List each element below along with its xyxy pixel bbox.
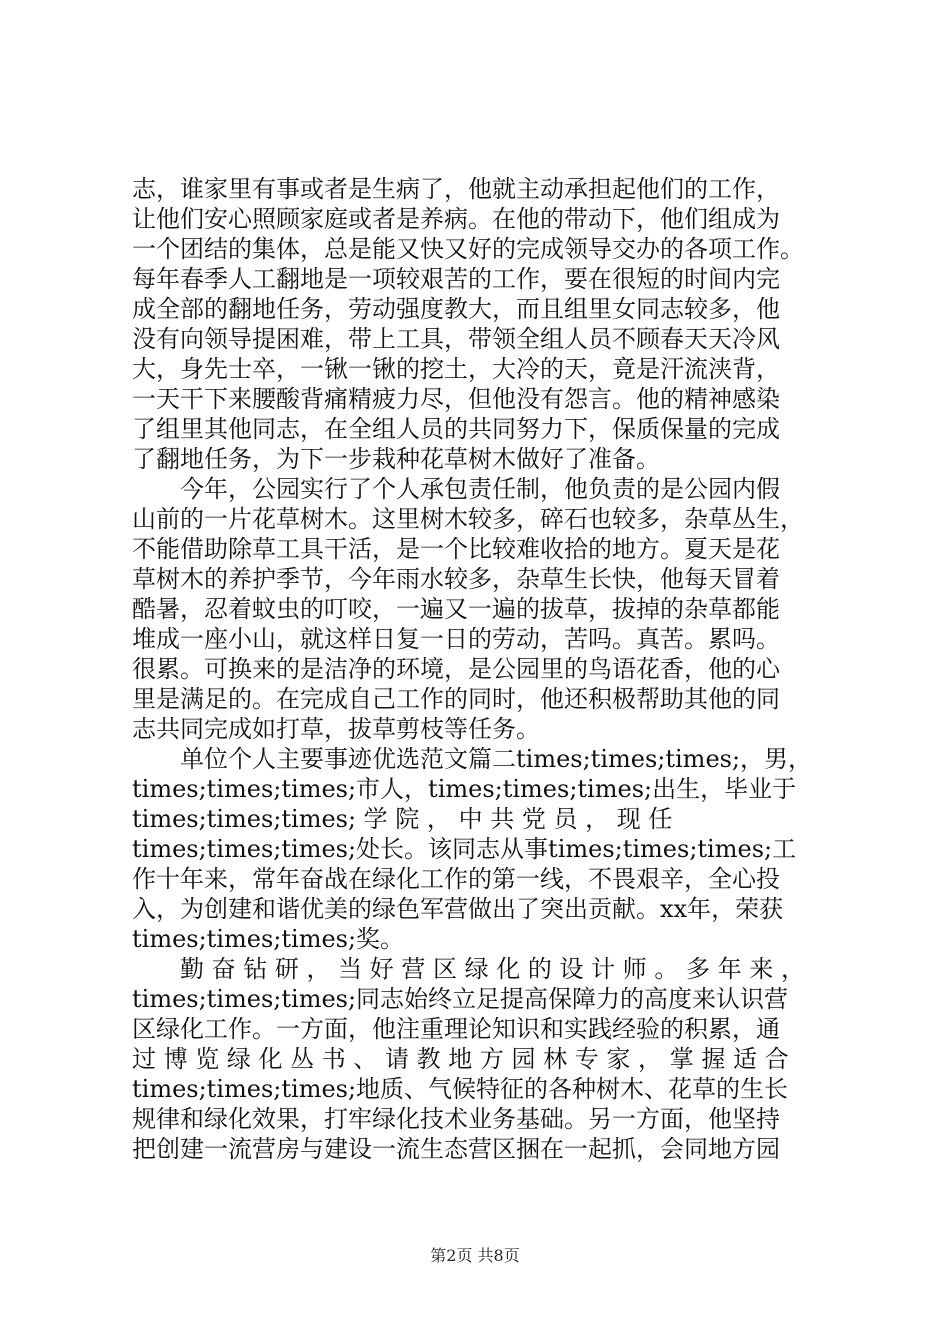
text-line-32: 规律和绿化效果，打牢绿化技术业务基础。另一方面，他坚持 [132, 1105, 780, 1133]
text-line-27: 勤 奋 钻 研 ， 当 好 营 区 绿 化 的 设 计 师 。 多 年 来 ， [180, 955, 805, 983]
text-line-25: 入，为创建和谐优美的绿色军营做出了突出贡献。xx年，荣获 [132, 895, 784, 923]
document-body [132, 174, 832, 1164]
text-line-17: 很累。可换来的是洁净的环境，是公园里的鸟语花香，他的心 [132, 655, 780, 683]
text-line-1: 志，谁家里有事或者是生病了，他就主动承担起他们的工作， [132, 175, 780, 203]
text-line-14: 草树木的养护季节，今年雨水较多，杂草生长快，他每天冒着 [132, 565, 780, 593]
text-line-19: 志共同完成如打草，拔草剪枝等任务。 [132, 715, 540, 743]
text-line-6: 没有向领导提困难，带上工具，带领全组人员不顾春天天冷风 [132, 325, 780, 353]
text-line-30: 过 博 览 绿 化 丛 书 、 请 教 地 方 园 林 专 家 ， 掌 握 适 合 [132, 1045, 789, 1073]
text-line-20: 单位个人主要事迹优选范文篇二times;times;times;，男， [180, 745, 813, 773]
text-line-10: 了翻地任务，为下一步栽种花草树木做好了准备。 [132, 445, 660, 473]
text-line-16: 堆成一座小山，就这样日复一日的劳动，苦吗。真苦。累吗。 [132, 625, 780, 653]
text-line-24: 作十年来，常年奋战在绿化工作的第一线，不畏艰辛，全心投 [132, 865, 780, 893]
text-line-33: 把创建一流营房与建设一流生态营区捆在一起抓，会同地方园 [132, 1135, 780, 1163]
text-line-12: 山前的一片花草树木。这里树木较多，碎石也较多，杂草丛生， [132, 505, 804, 533]
text-line-9: 了组里其他同志，在全组人员的共同努力下，保质保量的完成 [132, 415, 780, 443]
text-line-18: 里是满足的。在完成自己工作的同时，他还积极帮助其他的同 [132, 685, 780, 713]
text-line-7: 大，身先士卒，一锹一锹的挖土，大冷的天，竟是汗流浃背， [132, 355, 780, 383]
text-line-21: times;times;times;市人，times;times;times;出生，毕业于 [132, 775, 797, 803]
text-line-31: times;times;times;地质、气候特征的各种树木、花草的生长 [132, 1075, 789, 1103]
text-line-23: times;times;times;处长。该同志从事times;times;times;工 [132, 835, 797, 863]
text-line-4: 每年春季人工翻地是一项较艰苦的工作，要在很短的时间内完 [132, 265, 780, 293]
text-line-5: 成全部的翻地任务，劳动强度教大，而且组里女同志较多，他 [132, 295, 780, 323]
text-line-28: times;times;times;同志始终立足提高保障力的高度来认识营 [132, 985, 789, 1013]
text-line-11: 今年，公园实行了个人承包责任制，他负责的是公园内假 [180, 475, 780, 503]
text-line-22: times;times;times; 学 院 ， 中 共 党 员 ， 现 任 [132, 805, 673, 833]
page-footer [0, 1243, 950, 1266]
text-line-26: times;times;times;奖。 [132, 925, 405, 953]
page-number-label: 第2页 共8页 [430, 1246, 520, 1265]
text-line-2: 让他们安心照顾家庭或者是养病。在他的带动下，他们组成为 [132, 205, 780, 233]
text-line-29: 区绿化工作。一方面，他注重理论知识和实践经验的积累，通 [132, 1015, 780, 1043]
text-line-15: 酷暑，忍着蚊虫的叮咬，一遍又一遍的拔草，拔掉的杂草都能 [132, 595, 780, 623]
text-line-3: 一个团结的集体，总是能又快又好的完成领导交办的各项工作。 [132, 235, 804, 263]
text-line-8: 一天干下来腰酸背痛精疲力尽，但他没有怨言。他的精神感染 [132, 385, 780, 413]
text-line-13: 不能借助除草工具干活，是一个比较难收拾的地方。夏天是花 [132, 535, 780, 563]
